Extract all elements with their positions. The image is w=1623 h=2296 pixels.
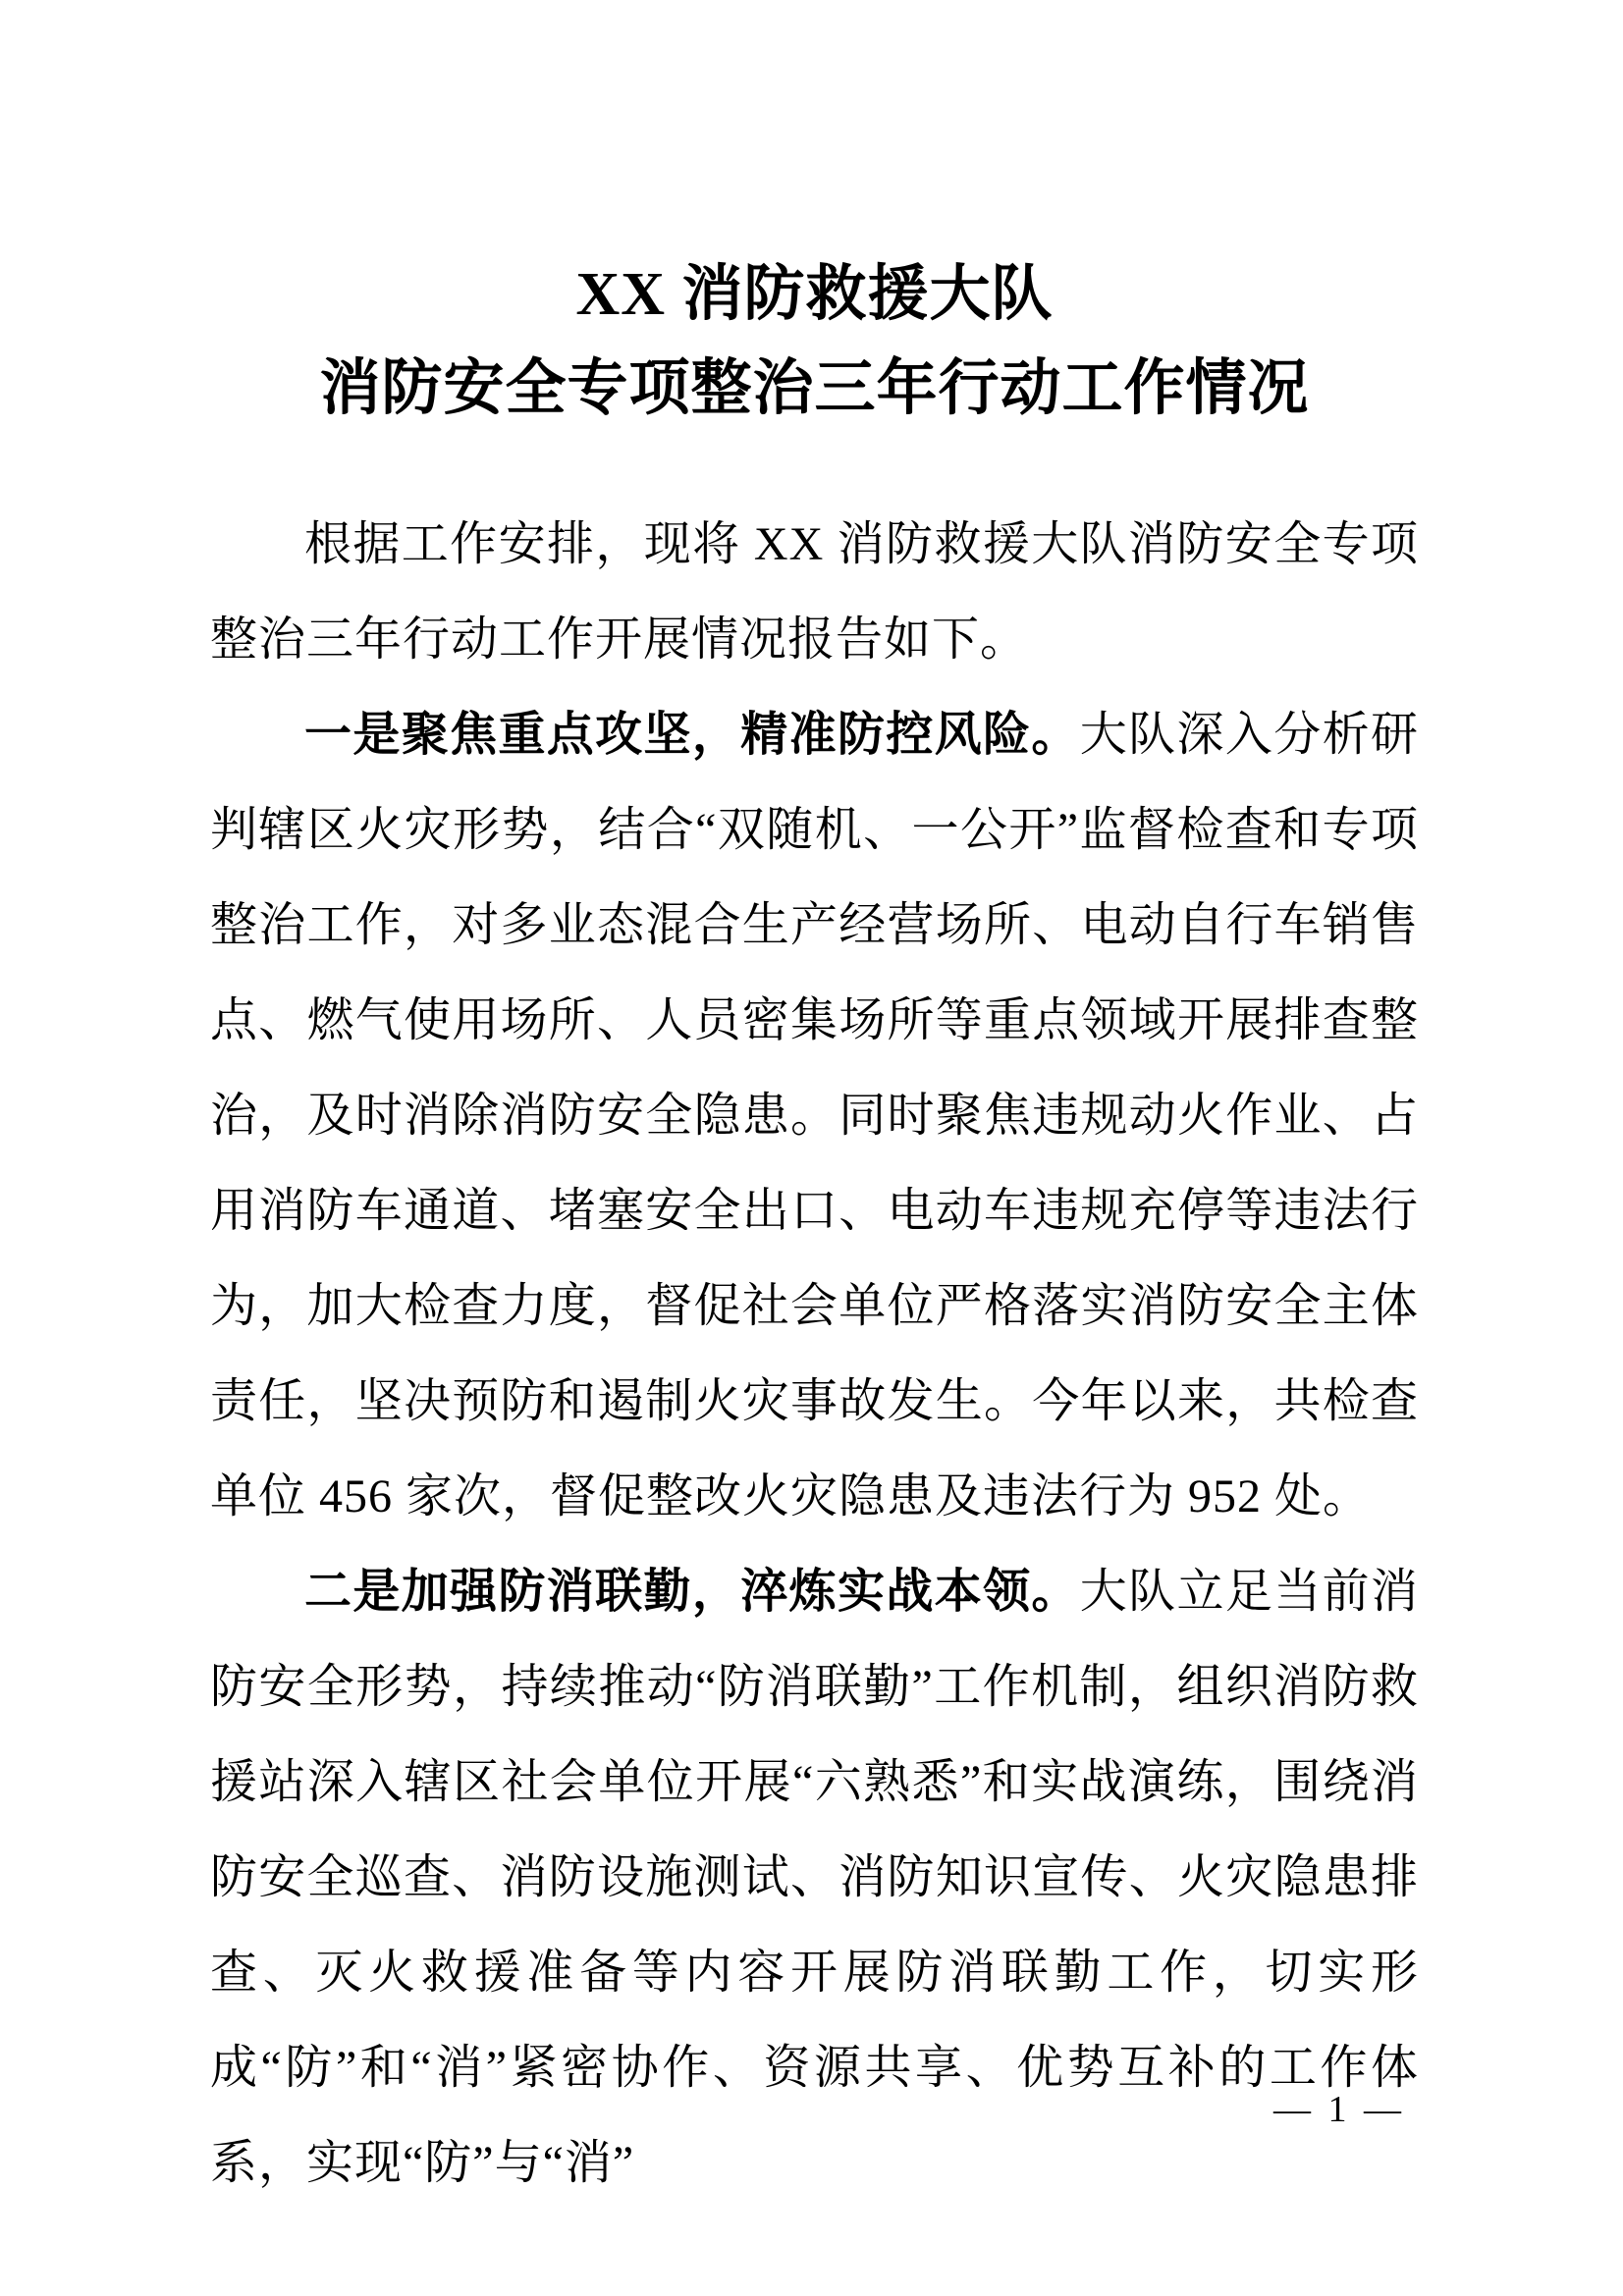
paragraph-point-2-text: 大队立足当前消防安全形势，持续推动“防消联勤”工作机制，组织消防救援站深入辖区社会单位开展“六熟悉”和实战演练，围绕消防安全巡查、消防设施测试、消防知识宣传、火灾隐患排查、灭火救援准备等内容开展防消联勤工作，切实形成“防”和“消”紧密协作、资源共享、优势互补的工作体系，实现“防”与“消” [210,1566,1419,2189]
paragraph-point-1-lead: 一是聚焦重点攻坚，精准防控风险。 [304,709,1080,761]
document-title [210,247,1419,436]
page-number: — 1 — [1273,2089,1405,2130]
paragraph-point-2 [210,1544,1419,2211]
document-body [210,497,1419,2211]
paragraph-point-2-lead: 二是加强防消联勤，淬炼实战本领。 [304,1566,1080,1618]
document-title-line-2: 消防安全专项整治三年行动工作情况 [319,355,1310,422]
document-title-line-1: XX 消防救援大队 [575,261,1054,328]
paragraph-point-1 [210,687,1419,1544]
paragraph-intro-text: 根据工作安排，现将 XX 消防救援大队消防安全专项整治三年行动工作开展情况报告如下。 [210,518,1419,666]
paragraph-point-1-text: 大队深入分析研判辖区火灾形势，结合“双随机、一公开”监督检查和专项整治工作，对多业态混合生产经营场所、电动自行车销售点、燃气使用场所、人员密集场所等重点领域开展排查整治，及时消除消防安全隐患。同时聚焦违规动火作业、占用消防车通道、堵塞安全出口、电动车违规充停等违法行为，加大检查力度，督促社会单位严格落实消防安全主体责任，坚决预防和遏制火灾事故发生。今年以来，共检查单位 456 家次，督促整改火灾隐患及违法行为 952 处。 [210,709,1419,1522]
paragraph-intro [210,497,1419,687]
